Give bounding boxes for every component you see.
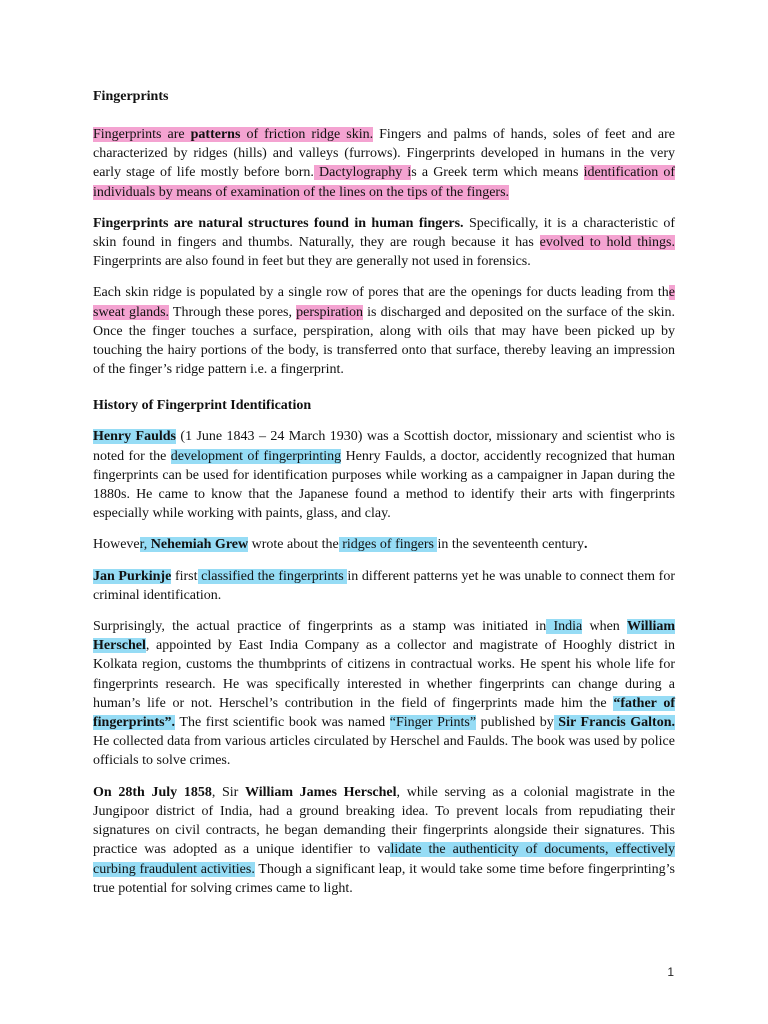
highlight-pink: e sweat glands. bbox=[93, 285, 675, 320]
highlight-blue: William Herschel bbox=[93, 619, 676, 654]
highlight-blue: development of fingerprinting bbox=[170, 448, 342, 464]
highlight-pink: perspiration bbox=[296, 304, 363, 320]
highlight-pink: Fingerprints are patterns of friction ridge skin. bbox=[93, 127, 374, 142]
highlight-blue: r, Nehemiah Grew bbox=[139, 537, 249, 553]
section-heading-history: History of Fingerprint Identification bbox=[93, 398, 312, 414]
paragraph-skin-ridge: Each skin ridge is populated by a single row of pores that are the openings for ducts leading from the sweat glands. Through these pores, perspiration is discharged and deposited on the surface of the skin. Once the finger touches a surface, perspiration, along with oils that may have been picked up by touching the hairy portions of the body, is transferred onto that surface, thereby leaving an impression of the finger’s ridge pattern i.e. a fingerprint. bbox=[93, 285, 675, 378]
page-number: 1 bbox=[667, 965, 674, 979]
highlight-blue: Sir Francis Galton. bbox=[553, 715, 675, 731]
paragraph-definition: Fingerprints are patterns of friction ridge skin. Fingers and palms of hands, soles of feet and are characterized by ridges (hills) and valleys (furrows). Fingerprints developed in humans in the very early stage of life mostly before born. Dactylography is a Greek term which means identification of individuals by means of examination of the lines on the tips of the fingers. bbox=[93, 127, 676, 200]
highlight-blue: classified the fingerprints bbox=[197, 568, 348, 584]
highlight-pink: identification of individuals by means of examination of the lines on the tips of the fingers. bbox=[93, 165, 676, 200]
highlight-blue: “father of fingerprints”. bbox=[93, 695, 675, 731]
highlight-blue: India bbox=[546, 619, 583, 635]
highlight-blue: ridges of fingers bbox=[338, 537, 438, 553]
page-title: Fingerprints bbox=[93, 89, 169, 104]
paragraph-william-herschel: Surprisingly, the actual practice of fingerprints as a stamp was initiated in India when William Herschel, appointed by East India Company as a collector and magistrate of Hooghly district in Kolkata region, customs the thumbprints of citizens in contractual works. He spent his whole life for fingerprints research. He was specifically interested in whether fingerprints can change during a human’s life or not. Herschel’s contribution in the field of fingerprints made him the “father of fingerprints”. The first scientific book was named “Finger Prints” published by Sir Francis Galton. He collected data from various articles circulated by Herschel and Faulds. The book was used by police officials to solve crimes. bbox=[93, 619, 676, 769]
paragraph-nehemiah-grew: However, Nehemiah Grew wrote about the ridges of fingers in the seventeenth century. bbox=[93, 537, 588, 553]
highlight-pink: Dactylography i bbox=[313, 165, 412, 181]
highlight-blue: lidate the authenticity of documents, effectively curbing fraudulent activities. bbox=[93, 842, 676, 877]
document-body bbox=[93, 88, 675, 898]
paragraph-1858: On 28th July 1858, Sir William James Herschel, while serving as a colonial magistrate in the Jungipoor district of India, had a ground breaking idea. To prevent locals from repudiating their signatures on civil contracts, he began demanding their fingerprints alongside their signatures. This practice was adopted as a unique identifier to validate the authenticity of documents, effectively curbing fraudulent activities. Though a significant leap, it would take some time before fingerprinting’s true potential for solving crimes came to light. bbox=[93, 784, 676, 896]
paragraph-henry-faulds: Henry Faulds (1 June 1843 – 24 March 1930) was a Scottish doctor, missionary and scientist who is noted for the development of fingerprinting Henry Faulds, a doctor, accidently recognized that human fingerprints can be used for identification purposes while working as a campaigner in Japan during the 1880s. He came to know that the Japanese found a method to identify their arts with fingerprints especially while working with paints, glass, and clay. bbox=[93, 429, 676, 522]
highlight-pink: evolved to hold things. bbox=[539, 235, 675, 251]
highlight-blue: Henry Faulds bbox=[93, 429, 176, 445]
highlight-blue: “Finger Prints” bbox=[389, 715, 477, 731]
paragraph-natural-structures: Fingerprints are natural structures found in human fingers. Specifically, it is a characteristic of skin found in fingers and thumbs. Naturally, they are rough because it has evolved to hold things. Fingerprints are also found in feet but they are generally not used in forensics. bbox=[93, 215, 676, 270]
highlight-blue: Jan Purkinje bbox=[93, 568, 172, 584]
paragraph-jan-purkinje: Jan Purkinje first classified the fingerprints in different patterns yet he was unable to connect them for criminal identification. bbox=[93, 568, 675, 603]
